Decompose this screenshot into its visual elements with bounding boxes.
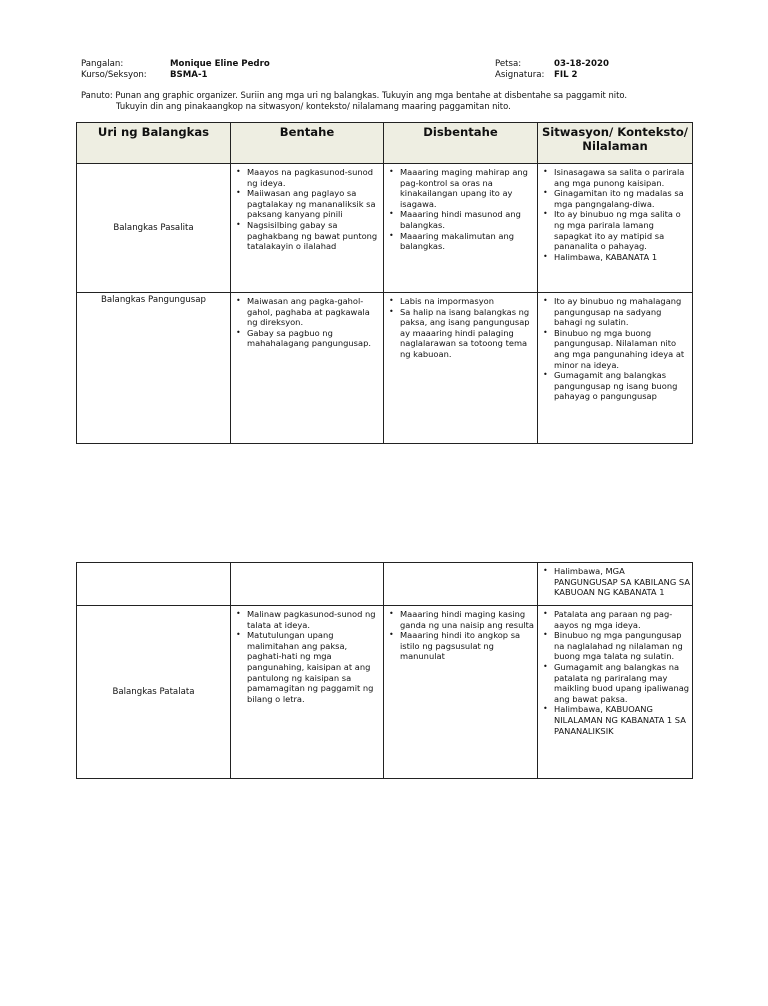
header-type: Uri ng Balangkas: [77, 123, 231, 164]
subject-value: FIL 2: [554, 70, 578, 80]
advantages-cell: [231, 164, 384, 293]
list-item: • Maaaring hindi masunod ang balangkas.: [400, 209, 535, 230]
list-item: • Maaaring hindi maging kasing ganda ng una naisip ang resulta: [400, 609, 535, 630]
list-item: • Gumagamit ang balangkas na patalata ng pariralang may maikling buod upang ipaliwanag ang bawat paksa.: [554, 662, 690, 704]
outline-table: [76, 122, 693, 444]
subject-label: Asignatura:: [495, 70, 545, 80]
list-item: • Binubuo ng mga pangungusap na naglalahad ng nilalaman ng buong mga talata ng sulatin.: [554, 630, 690, 662]
row-label-pangungusap: Balangkas Pangungusap: [77, 293, 231, 444]
row-label-patalata: Balangkas Patalata: [77, 606, 231, 779]
context-cell: [538, 563, 693, 606]
list-item: • Gabay sa pagbuo ng mahahalagang pangungusap.: [247, 328, 381, 349]
header-disadvantages: Disbentahe: [384, 123, 538, 164]
list-item: • Maaaring hindi ito angkop sa istilo ng pagsusulat ng manunulat: [400, 630, 535, 662]
empty-cell: [77, 563, 231, 606]
course-label: Kurso/Seksyon:: [81, 70, 147, 80]
header-context: Sitwasyon/ Konteksto/ Nilalaman: [538, 123, 693, 164]
instructions-line-2: Tukuyin din ang pinakaangkop na sitwasyon/ konteksto/ nilalamang maaring paggamitan nito.: [116, 100, 511, 111]
instructions-line-1: Panuto: Punan ang graphic organizer. Suriin ang mga uri ng balangkas. Tukuyin ang mga bentahe at disbentahe sa paggamit nito.: [81, 90, 628, 100]
list-item: • Matutulungan upang malimitahan ang paksa, paghati-hati ng mga pangunahing, kaisipan at ang pantulong ng kaisipan sa pamamagitan ng paggamit ng bilang o letra.: [247, 630, 381, 704]
name-label: Pangalan:: [81, 59, 124, 69]
list-item: • Isinasagawa sa salita o parirala ang mga punong kaisipan.: [554, 167, 690, 188]
list-item: • Nagsisilbing gabay sa paghakbang ng bawat puntong tatalakayin o ilalahad: [247, 220, 381, 252]
table-row: [77, 563, 693, 606]
date-value: 03-18-2020: [554, 59, 609, 69]
advantages-cell: [231, 606, 384, 779]
list-item: • Patalata ang paraan ng pag-aayos ng mga ideya.: [554, 609, 690, 630]
list-item: • Maiiwasan ang paglayo sa pagtalakay ng mananaliksik sa paksang kanyang pinili: [247, 188, 381, 220]
outline-table-continued: [76, 562, 693, 779]
table-header-row: [77, 123, 693, 164]
instructions: [81, 90, 701, 111]
list-item: • Labis na impormasyon: [400, 296, 535, 307]
list-item: • Maayos na pagkasunod-sunod ng ideya.: [247, 167, 381, 188]
list-item: • Binubuo ng mga buong pangungusap. Nilalaman nito ang mga pangunahing ideya at minor na ideya.: [554, 328, 690, 370]
list-item: • Maaaring maging mahirap ang pag-kontrol sa oras na kinakailangan upang ito ay isagawa.: [400, 167, 535, 209]
disadvantages-cell: [384, 164, 538, 293]
empty-cell: [231, 563, 384, 606]
list-item: • Halimbawa, KABANATA 1: [554, 252, 690, 263]
table-row: [77, 293, 693, 444]
list-item: • Ginagamitan ito ng madalas sa mga pangngalang-diwa.: [554, 188, 690, 209]
list-item: • Maiwasan ang pagka-gahol-gahol, paghaba at pagkawala ng direksyon.: [247, 296, 381, 328]
context-cell: [538, 293, 693, 444]
name-value: Monique Eline Pedro: [170, 59, 270, 69]
table-row: [77, 164, 693, 293]
list-item: • Halimbawa, KABUOANG NILALAMAN NG KABANATA 1 SA PANANALIKSIK: [554, 704, 690, 736]
list-item: • Ito ay binubuo ng mahalagang pangungusap na sadyang bahagi ng sulatin.: [554, 296, 690, 328]
disadvantages-cell: [384, 293, 538, 444]
context-cell: [538, 164, 693, 293]
course-value: BSMA-1: [170, 70, 208, 80]
list-item: • Maaaring makalimutan ang balangkas.: [400, 231, 535, 252]
empty-cell: [384, 563, 538, 606]
list-item: • Sa halip na isang balangkas ng paksa, ang isang pangungusap ay maaaring hindi palaging naglalarawan sa totoong tema ng kabuoan.: [400, 307, 535, 360]
context-cell: [538, 606, 693, 779]
list-item: • Ito ay binubuo ng mga salita o ng mga parirala lamang sapagkat ito ay matipid sa pananalita o pahayag.: [554, 209, 690, 251]
row-label-pasalita: Balangkas Pasalita: [77, 164, 231, 293]
list-item: • Halimbawa, MGA PANGUNGUSAP SA KABILANG SA KABUOAN NG KABANATA 1: [554, 566, 690, 598]
disadvantages-cell: [384, 606, 538, 779]
header-advantages: Bentahe: [231, 123, 384, 164]
table-row: [77, 606, 693, 779]
list-item: • Gumagamit ang balangkas pangungusap ng isang buong pahayag o pangungusap: [554, 370, 690, 402]
advantages-cell: [231, 293, 384, 444]
list-item: • Malinaw pagkasunod-sunod ng talata at ideya.: [247, 609, 381, 630]
date-label: Petsa:: [495, 59, 522, 69]
